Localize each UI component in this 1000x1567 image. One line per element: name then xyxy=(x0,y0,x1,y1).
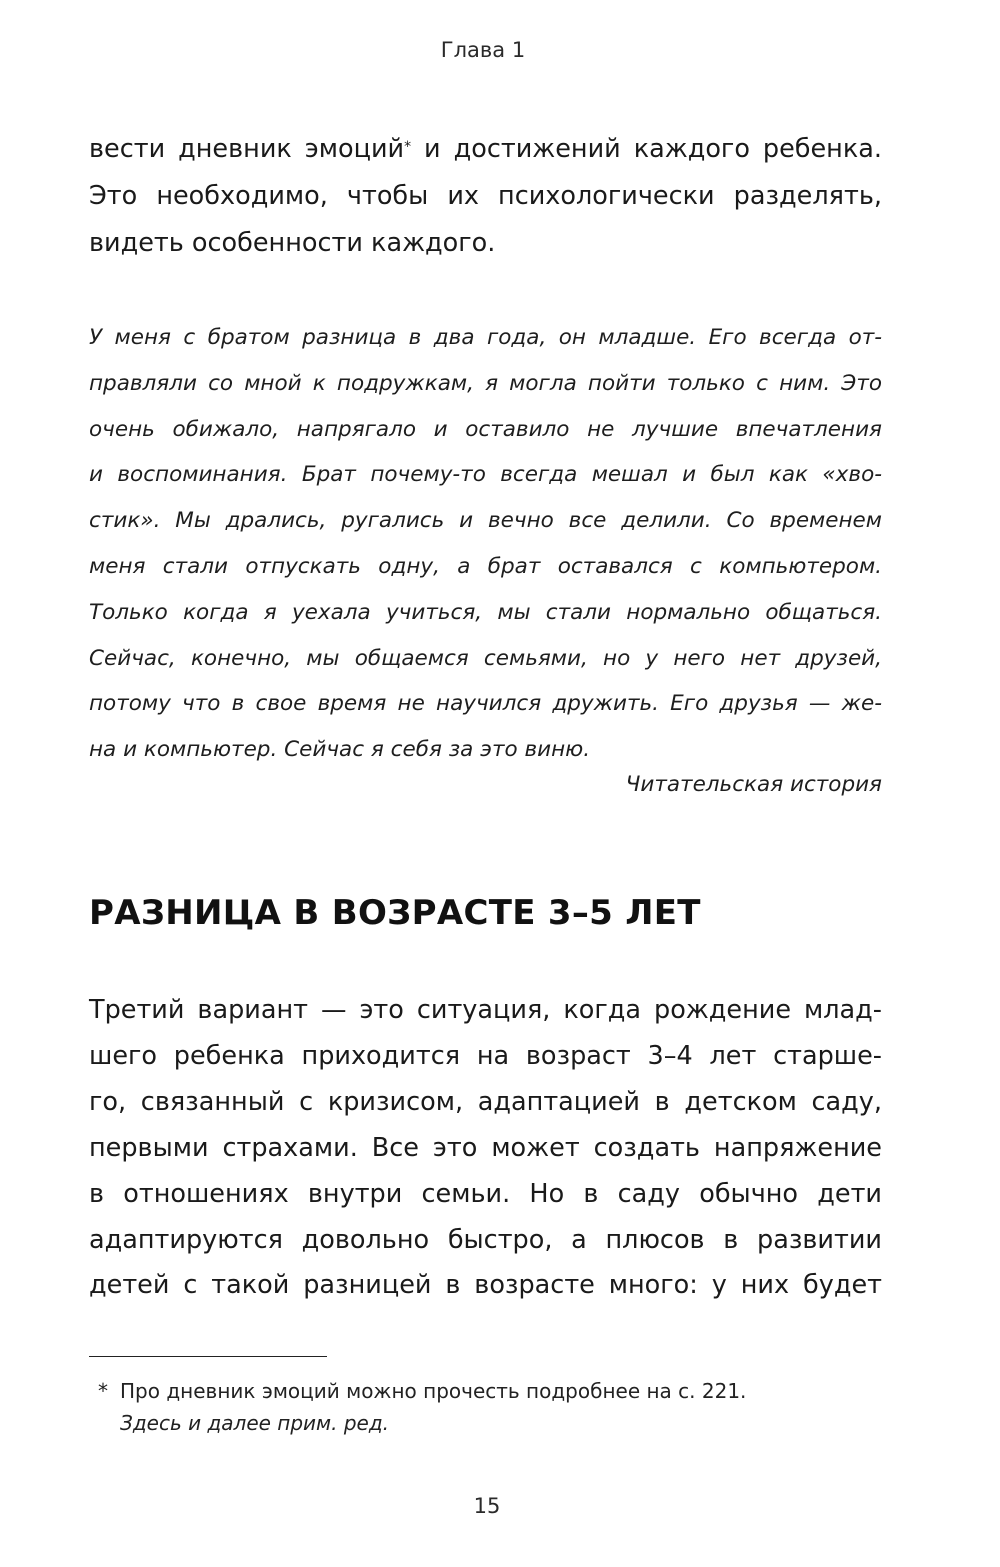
footnote-editor-note: Здесь и далее прим. ред. xyxy=(120,1411,390,1435)
footnote-reference: * xyxy=(404,139,412,155)
body-line: первыми страхами. Все это может создать напряжение xyxy=(89,1132,882,1163)
intro-line: видеть особенности каждого. xyxy=(89,228,496,258)
body-line: адаптируются довольно быстро, а плюсов в развитии xyxy=(89,1224,882,1255)
body-line: детей с такой разницей в возрасте много: у них будет xyxy=(89,1270,882,1301)
footnote xyxy=(98,1375,898,1439)
body-line: Третий вариант — это ситуация, когда рождение млад- xyxy=(89,995,882,1025)
section-heading: РАЗНИЦА В ВОЗРАСТЕ 3–5 ЛЕТ xyxy=(89,893,701,933)
running-head: Глава 1 xyxy=(440,38,526,62)
intro-line-text: и достижений каждого ребенка. xyxy=(411,134,882,164)
footnote-text: Про дневник эмоций можно прочесть подробнее на с. 221. xyxy=(120,1379,747,1403)
quote-line: стик». Мы дрались, ругались и вечно все делили. Со временем xyxy=(89,508,882,534)
footnote-mark: * xyxy=(98,1379,108,1403)
body-line: в отношениях внутри семьи. Но в саду обычно дети xyxy=(89,1178,882,1209)
quote-line: Только когда я уехала учиться, мы стали нормально общаться. xyxy=(89,599,882,625)
intro-line xyxy=(89,126,882,173)
body-line: шего ребенка приходится на возраст 3–4 лет старше- xyxy=(89,1040,882,1071)
body-line: го, связанный с кризисом, адаптацией в детском саду, xyxy=(89,1086,882,1117)
intro-line: Это необходимо, чтобы их психологически разделять, xyxy=(89,181,882,211)
quote-line: Сейчас, конечно, мы общаемся семьями, но у него нет друзей, xyxy=(89,645,882,671)
quote-line: потому что в свое время не научился дружить. Его друзья — же- xyxy=(89,691,882,717)
quote-line: меня стали отпускать одну, а брат оставался с компьютером. xyxy=(89,553,882,579)
quote-line: очень обижало, напрягало и оставило не лучшие впечатления xyxy=(89,416,882,442)
intro-line-text: вести дневник эмоций xyxy=(89,134,405,164)
section-paragraph xyxy=(89,988,882,1309)
quote-line: на и компьютер. Сейчас я себя за это виню. xyxy=(89,737,591,763)
page-number: 15 xyxy=(473,1494,501,1518)
reader-story-quote xyxy=(89,315,882,773)
quote-line: и воспоминания. Брат почему-то всегда мешал и был как «хво- xyxy=(89,462,882,488)
intro-paragraph xyxy=(89,126,882,267)
quote-attribution: Читательская история xyxy=(625,772,882,797)
footnote-divider xyxy=(89,1356,327,1357)
quote-line: правляли со мной к подружкам, я могла пойти только с ним. Это xyxy=(89,370,882,396)
quote-line: У меня с братом разница в два года, он младше. Его всегда от- xyxy=(89,325,882,350)
